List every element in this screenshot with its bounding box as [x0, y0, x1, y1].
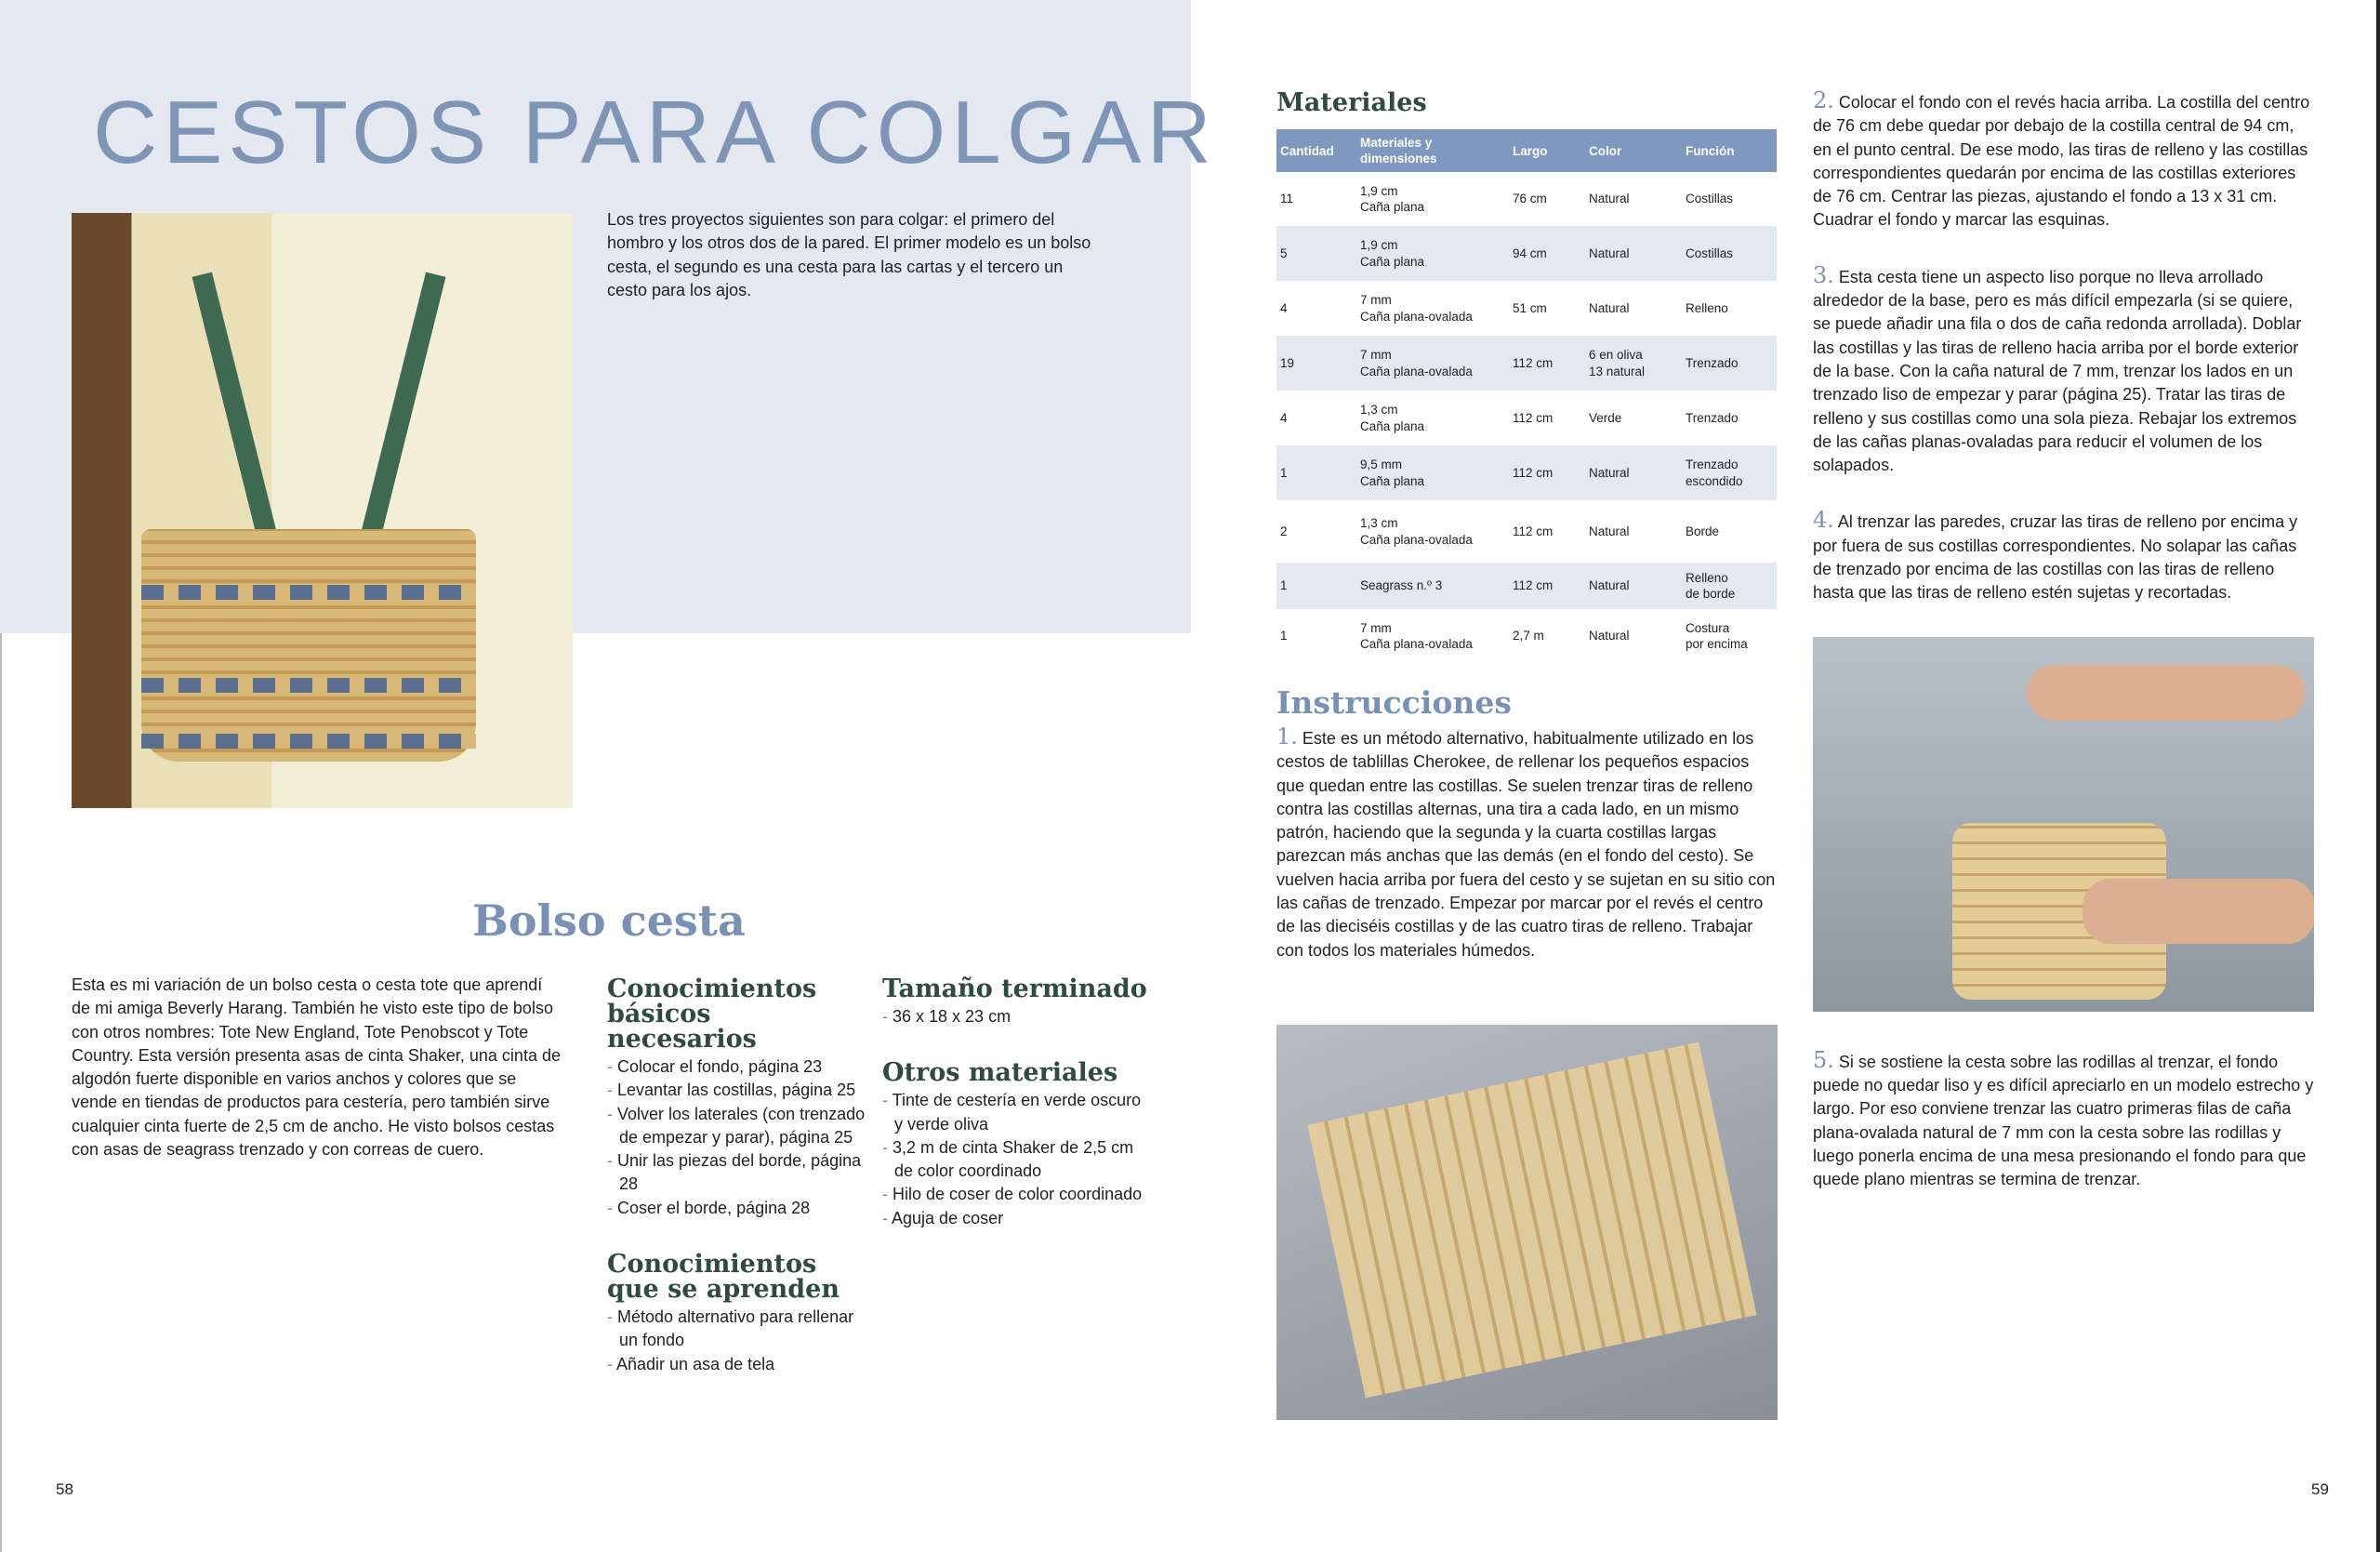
- column-header: Color: [1585, 129, 1682, 172]
- table-cell: 2: [1280, 524, 1288, 538]
- table-cell: Trenzado: [1682, 336, 1777, 391]
- skills-column: [607, 976, 867, 1376]
- other-materials-heading: Otros materiales: [882, 1058, 1118, 1088]
- step-number: 1.: [1276, 723, 1298, 749]
- table-cell: 112 cm: [1509, 336, 1585, 391]
- table-cell: 5: [1276, 226, 1356, 281]
- list-item: - Unir las piezas del borde, página 28: [607, 1149, 867, 1197]
- finished-size-section: [882, 976, 1152, 1028]
- table-cell: Natural: [1589, 629, 1630, 643]
- step-number: 3.: [1813, 261, 1834, 288]
- table-cell: 1,3 cm Caña plana: [1360, 403, 1425, 433]
- learned-skills-heading: Conocimientos que se aprenden: [607, 1250, 840, 1305]
- step-text: Si se sostiene la cesta sobre las rodillas al trenzar, el fondo puede no quedar liso y es difícil apreciarlo en un modelo estrecho y largo. Por eso conviene trenzar las cuatro primeras filas de caña plana-ovalada natural de 7 mm con la cesta sobre las rodillas y luego ponerla encima de una mesa presionando el fondo para que quede plano mientras se termina de trenzar.: [1813, 1052, 2314, 1189]
- list-item: - Colocar el fondo, página 23: [607, 1055, 867, 1079]
- table-cell: 1: [1280, 629, 1288, 643]
- list-item: - Método alternativo para rellenar un fondo: [607, 1306, 867, 1353]
- table-cell: Seagrass n.º 3: [1356, 563, 1509, 609]
- column-header: Materiales y dimensiones: [1356, 129, 1509, 172]
- size-materials-column: [882, 976, 1152, 1230]
- table-row: [1276, 226, 1777, 281]
- table-cell: 11: [1280, 192, 1294, 206]
- table-cell: Verde: [1589, 410, 1622, 425]
- table-cell: 94 cm: [1509, 226, 1585, 281]
- list-item: - 36 x 18 x 23 cm: [882, 1005, 1152, 1028]
- page-edge-right: [2376, 0, 2380, 1552]
- table-cell: 9,5 mm Caña plana: [1356, 445, 1509, 500]
- step-text: Al trenzar las paredes, cruzar las tiras de relleno por encima y por fuera de sus costillas correspondientes. No solapar las cañas de trenzado por encima de las costillas con las tiras de relleno hasta que las tiras de relleno estén sujetas y recortadas.: [1813, 512, 2298, 603]
- table-row: [1276, 609, 1777, 663]
- step-3: [1813, 261, 2315, 478]
- table-cell: 1,3 cm Caña plana-ovalada: [1360, 516, 1473, 547]
- step-1: [1276, 725, 1778, 962]
- step-number: 5.: [1813, 1046, 1834, 1073]
- table-row: [1276, 563, 1777, 609]
- table-cell: Natural: [1589, 524, 1630, 538]
- basic-skills-section: [607, 976, 867, 1220]
- table-row: [1276, 500, 1777, 563]
- table-cell: 19: [1276, 336, 1356, 391]
- column-header: Cantidad: [1276, 129, 1356, 172]
- table-cell: 4: [1280, 410, 1288, 425]
- instructions-heading: Instrucciones: [1276, 684, 1512, 721]
- list-item: - Levantar las costillas, página 25: [607, 1079, 867, 1102]
- table-cell: 112 cm: [1509, 563, 1585, 609]
- table-cell: Costillas: [1686, 192, 1734, 206]
- table-cell: Relleno: [1686, 300, 1728, 315]
- table-cell: 6 en oliva 13 natural: [1585, 336, 1682, 391]
- photo-upsetting-sides: [1813, 637, 2314, 1012]
- photo-weaving-base: [1276, 1025, 1778, 1420]
- table-cell: Natural: [1585, 445, 1682, 500]
- table-cell: 7 mm Caña plana-ovalada: [1360, 620, 1473, 651]
- list-item: - 3,2 m de cinta Shaker de 2,5 cm de color coordinado: [882, 1136, 1152, 1184]
- table-cell: Natural: [1585, 226, 1682, 281]
- step-number: 4.: [1813, 507, 1834, 534]
- column-header: Función: [1682, 129, 1777, 172]
- table-cell: 112 cm: [1509, 445, 1585, 500]
- table-row: [1276, 336, 1777, 391]
- step-2: [1813, 89, 2315, 232]
- table-cell: Trenzado: [1686, 410, 1739, 425]
- table-cell: 76 cm: [1513, 192, 1547, 206]
- column-header: Largo: [1509, 129, 1585, 172]
- intro-text: Los tres proyectos siguientes son para colgar: el primero del hombro y los otros dos de la pared. El primer modelo es un bolso cesta, el segundo es una cesta para las cartas y el tercero un cesto para los ajos.: [607, 210, 1091, 299]
- materials-heading: Materiales: [1276, 88, 1427, 117]
- other-materials-section: [882, 1060, 1152, 1230]
- list-item: - Volver los laterales (con trenzado de empezar y parar), página 25: [607, 1103, 867, 1150]
- table-cell: 1: [1276, 563, 1356, 609]
- description-text: Esta es mi variación de un bolso cesta o cesta tote que aprendí de mi amiga Beverly Harang. También he visto este tipo de bolso con otros nombres: Tote New England, Tote Penobscot y Tote Country. Esta versión presenta asas de cinta Shaker, una cinta de algodón fuerte disponible en varios anchos y colores que se vende en tiendas de productos para cestería, pero también sirve cualquier cinta fuerte de 2,5 cm de ancho. He visto bolsos cestas con asas de seagrass trenzado y con correas de cuero.: [72, 975, 561, 1160]
- table-cell: Costillas: [1682, 226, 1777, 281]
- table-cell: Costura por encima: [1686, 620, 1748, 651]
- basic-skills-heading: Conocimientos básicos necesarios: [607, 975, 817, 1054]
- step-4: [1813, 509, 2315, 604]
- page-number-left: 58: [56, 1480, 73, 1498]
- table-cell: 7 mm Caña plana-ovalada: [1356, 336, 1509, 391]
- table-cell: Natural: [1589, 300, 1630, 315]
- learned-skills-section: [607, 1252, 867, 1376]
- table-row: [1276, 281, 1777, 336]
- page-title: CESTOS PARA COLGAR: [93, 83, 1217, 182]
- table-cell: 112 cm: [1513, 524, 1554, 538]
- finished-size-heading: Tamaño terminado: [882, 975, 1147, 1003]
- table-row: [1276, 445, 1777, 500]
- step-number: 2.: [1813, 87, 1834, 113]
- section-title: Bolso cesta: [472, 895, 746, 946]
- table-cell: Borde: [1686, 524, 1720, 538]
- table-row: [1276, 172, 1777, 226]
- table-cell: Trenzado escondido: [1682, 445, 1777, 500]
- table-row: [1276, 391, 1777, 445]
- list-item: - Añadir un asa de tela: [607, 1353, 867, 1376]
- materials-table: [1276, 129, 1777, 663]
- page-number-right: 59: [2311, 1480, 2329, 1498]
- table-cell: Relleno de borde: [1682, 563, 1777, 609]
- table-cell: 4: [1280, 300, 1288, 315]
- steps-column: [1813, 89, 2315, 1223]
- table-cell: 1,9 cm Caña plana: [1360, 183, 1425, 214]
- list-item: - Hilo de coser de color coordinado: [882, 1183, 1152, 1206]
- step-text: Este es un método alternativo, habitualmente utilizado en los cestos de tablillas Cherokee, de rellenar los pequeños espacios que quedan entre las costillas. Se suelen trenzar tiras de relleno contra las costillas alternas, una tira a cada lado, en un mismo patrón, haciendo que la segunda y la cuarta costillas largas parezcan más anchas que las demás (en el fondo del cesto). Se vuelven hacia arriba por fuera del cesto y se sujetan en su sitio con las cañas de trenzado. Empezar por marcar por el revés el centro de las dieciséis costillas y de las cuatro tiras de relleno. Trabajar con todos los materiales húmedos.: [1276, 729, 1776, 960]
- table-cell: 1,9 cm Caña plana: [1356, 226, 1509, 281]
- list-item: - Tinte de cestería en verde oscuro y verde oliva: [882, 1089, 1152, 1136]
- table-cell: 1: [1276, 445, 1356, 500]
- table-cell: 51 cm: [1513, 300, 1547, 315]
- step-5: [1813, 1046, 2315, 1192]
- list-item: - Aguja de coser: [882, 1207, 1152, 1230]
- table-cell: Natural: [1589, 192, 1630, 206]
- photo-basket-hanging: [72, 213, 573, 808]
- table-cell: 112 cm: [1513, 410, 1554, 425]
- step-text: Colocar el fondo con el revés hacia arriba. La costilla del centro de 76 cm debe quedar por debajo de la costilla central de 94 cm, en el punto central. De ese modo, las tiras de relleno y las costillas correspondientes quedarán por encima de las costillas exteriores de 76 cm. Centrar las piezas, ajustando el fondo a 13 x 31 cm. Cuadrar el fondo y marcar las esquinas.: [1813, 93, 2310, 230]
- table-cell: 7 mm Caña plana-ovalada: [1360, 293, 1473, 324]
- table-cell: Natural: [1585, 563, 1682, 609]
- list-item: - Coser el borde, página 28: [607, 1197, 867, 1220]
- table-cell: 2,7 m: [1513, 629, 1544, 643]
- step-text: Esta cesta tiene un aspecto liso porque no lleva arrollado alrededor de la base, pero es más difícil empezarla (si se quiere, se puede añadir una fila o dos de caña redonda arrollada). Doblar las costillas y las tiras de relleno hacia arriba por el borde exterior de la base. Con la caña natural de 7 mm, trenzar los lados en un trenzado liso de empezar y parar (página 25). Tratar las tiras de relleno y sus costillas como una sola pieza. Rebajar los extremos de las cañas planas-ovaladas para reducir el volumen de los solapados.: [1813, 267, 2302, 475]
